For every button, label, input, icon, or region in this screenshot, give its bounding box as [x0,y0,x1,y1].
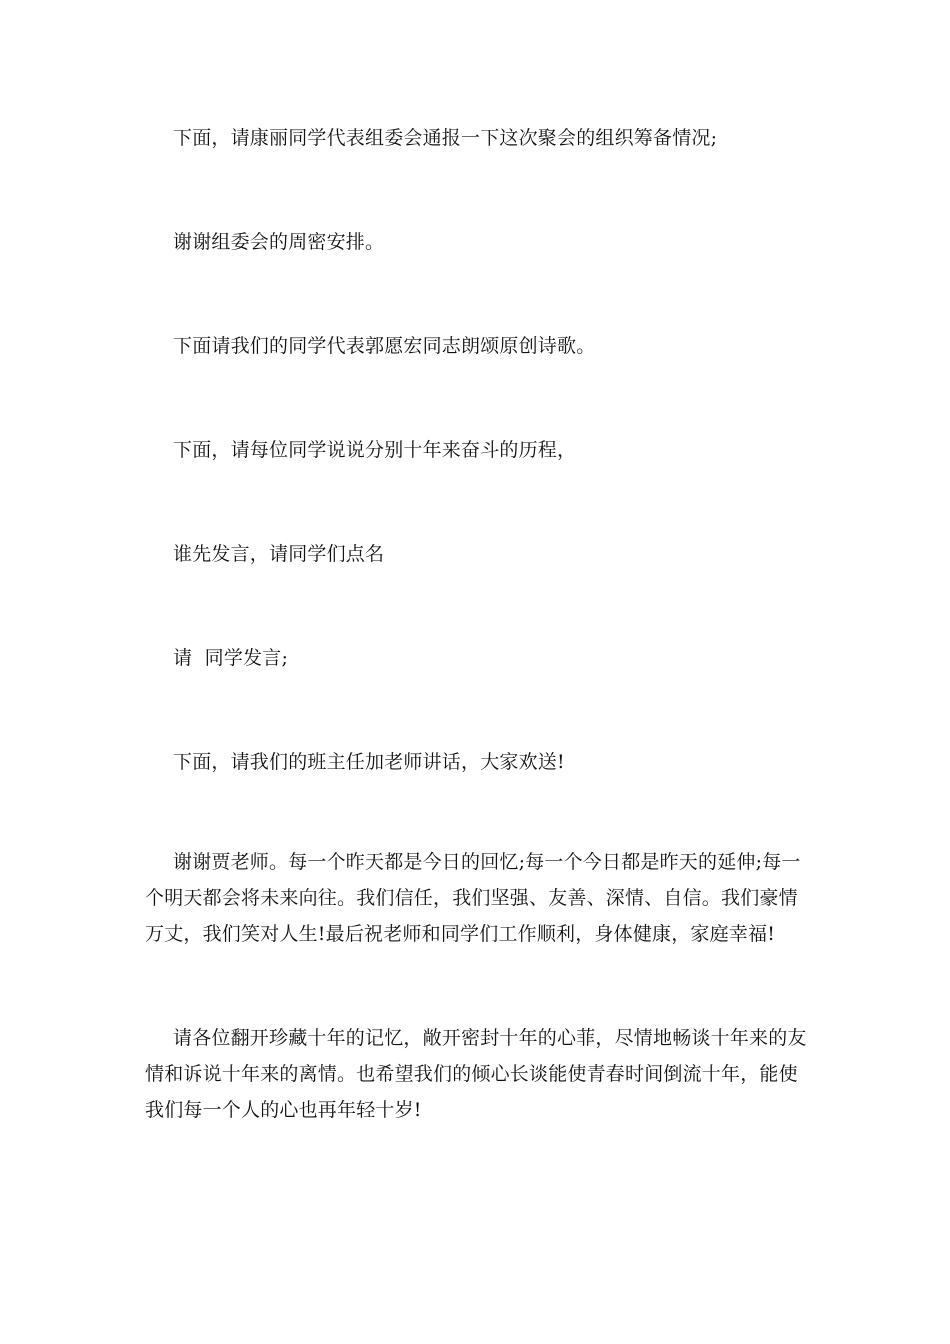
paragraph-1: 下面，请康丽同学代表组委会通报一下这次聚会的组织筹备情况; [173,127,718,149]
paragraph-3: 下面请我们的同学代表郭愿宏同志朗颂原创诗歌。 [173,335,596,357]
paragraph-6: 请 同学发言; [173,647,289,669]
paragraph-4: 下面，请每位同学说说分别十年来奋斗的历程， [173,439,577,461]
paragraph-8: 谢谢贾老师。每一个昨天都是今日的回忆;每一个今日都是昨天的延伸;每一个明天都会将未来向往。我们信任，我们坚强、友善、深情、自信。我们豪情万丈，我们笑对人生!最后祝老师和同学们工作顺利，身体健康，家庭幸福! [145,851,801,945]
paragraph-2: 谢谢组委会的周密安排。 [173,231,385,253]
paragraph-9: 请各位翻开珍藏十年的记忆，敞开密封十年的心菲，尽情地畅谈十年来的友情和诉说十年来的离情。也希望我们的倾心长谈能使青春时间倒流十年，能使我们每一个人的心也再年轻十岁! [145,1027,807,1121]
paragraph-5: 谁先发言，请同学们点名 [173,543,385,565]
paragraph-7: 下面，请我们的班主任加老师讲话，大家欢送! [173,751,565,773]
